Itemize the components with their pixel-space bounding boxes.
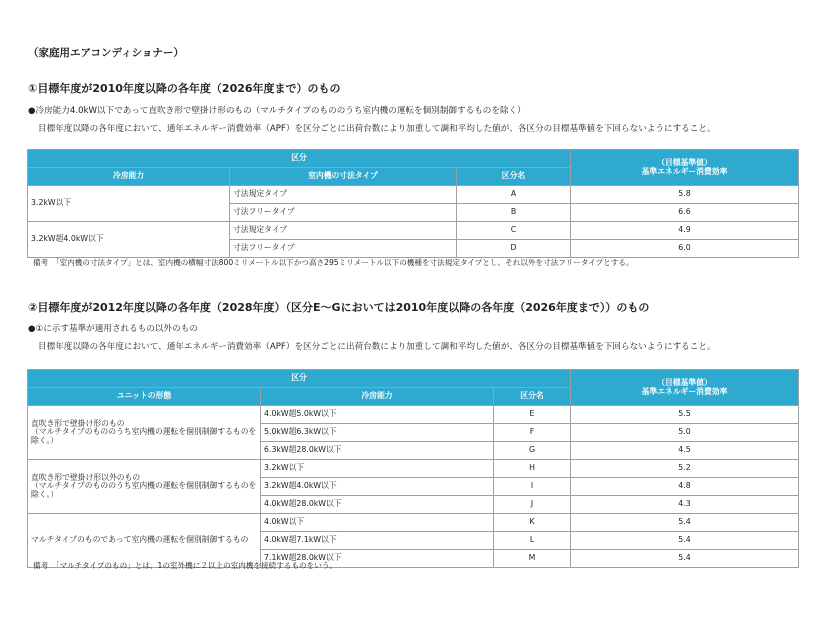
value-cell: 5.0 <box>571 424 799 442</box>
type-cell: 寸法規定タイプ <box>230 186 457 204</box>
capacity-cell: 4.0kW超5.0kW以下 <box>261 406 494 424</box>
capacity-cell: 7.1kW超28.0kW以下 <box>261 550 494 568</box>
section1-description: 目標年度以降の各年度において、通年エネルギー消費効率（APF）を区分ごとに出荷台数により加重して調和平均した値が、各区分の目標基準値を下回らないようにすること。 <box>38 124 716 134</box>
section1-bullet: ●冷房能力4.0kW以下であって直吹き形で壁掛け形のもの（マルチタイプのもののうち室内機の運転を個別制御するものを除く） <box>28 106 526 116</box>
category-cell: C <box>457 222 571 240</box>
value-cell: 4.8 <box>571 478 799 496</box>
capacity-cell: 4.0kW以下 <box>261 514 494 532</box>
value-cell: 4.5 <box>571 442 799 460</box>
category-cell: E <box>494 406 571 424</box>
section1-table <box>27 149 799 258</box>
capacity-cell: 6.3kW超28.0kW以下 <box>261 442 494 460</box>
category-cell: I <box>494 478 571 496</box>
category-cell: K <box>494 514 571 532</box>
unit-form-line: 直吹き形で壁掛け形のもの <box>31 418 125 428</box>
value-cell: 4.3 <box>571 496 799 514</box>
category-cell: A <box>457 186 571 204</box>
table-row <box>28 186 799 204</box>
category-cell: H <box>494 460 571 478</box>
unit-form-line: 直吹き形で壁掛け形以外のもの <box>31 472 141 482</box>
value-cell: 5.4 <box>571 514 799 532</box>
column-header: 区分名 <box>494 388 571 406</box>
capacity-cell: 3.2kW以下 <box>261 460 494 478</box>
section1-title: ①目標年度が2010年度以降の各年度（2026年度まで）のもの <box>28 82 341 95</box>
value-cell: 5.2 <box>571 460 799 478</box>
header-target <box>571 370 799 406</box>
table-header-row <box>28 150 799 168</box>
capacity-cell: 3.2kW超4.0kW以下 <box>28 222 230 258</box>
type-cell: 寸法フリータイプ <box>230 240 457 258</box>
section1-note: 備考 「室内機の寸法タイプ」とは、室内機の横幅寸法800ミリメートル以下かつ高さ295ミリメートル以下の機種を寸法規定タイプとし、それ以外を寸法フリータイプとする。 <box>33 258 634 267</box>
value-cell: 5.5 <box>571 406 799 424</box>
section2-table <box>27 369 799 568</box>
category-cell: J <box>494 496 571 514</box>
table-row <box>28 406 799 424</box>
category-cell: D <box>457 240 571 258</box>
category-cell: B <box>457 204 571 222</box>
capacity-cell: 3.2kW以下 <box>28 186 230 222</box>
column-header: 区分名 <box>457 168 571 186</box>
section2-title: ②目標年度が2012年度以降の各年度（2028年度）（区分E～Gにおいては2010年度以降の各年度（2026年度まで））のもの <box>28 301 650 314</box>
value-cell: 6.6 <box>571 204 799 222</box>
column-header: 冷房能力 <box>28 168 230 186</box>
capacity-cell: 3.2kW超4.0kW以下 <box>261 478 494 496</box>
column-header: 室内機の寸法タイプ <box>230 168 457 186</box>
capacity-cell: 4.0kW超7.1kW以下 <box>261 532 494 550</box>
table-row <box>28 514 799 532</box>
page-heading: （家庭用エアコンディショナー） <box>28 47 184 59</box>
table-header-row <box>28 370 799 388</box>
capacity-cell: 4.0kW超28.0kW以下 <box>261 496 494 514</box>
table-row <box>28 222 799 240</box>
header-target-line2: 基準エネルギー消費効率 <box>641 386 728 396</box>
value-cell: 5.8 <box>571 186 799 204</box>
unit-form-cell <box>28 406 261 460</box>
value-cell: 5.4 <box>571 550 799 568</box>
capacity-cell: 5.0kW超6.3kW以下 <box>261 424 494 442</box>
section2-description: 目標年度以降の各年度において、通年エネルギー消費効率（APF）を区分ごとに出荷台数により加重して調和平均した値が、各区分の目標基準値を下回らないようにすること。 <box>38 342 716 352</box>
column-header: 冷房能力 <box>261 388 494 406</box>
table-row <box>28 460 799 478</box>
type-cell: 寸法フリータイプ <box>230 204 457 222</box>
category-cell: L <box>494 532 571 550</box>
type-cell: 寸法規定タイプ <box>230 222 457 240</box>
header-target-line2: 基準エネルギー消費効率 <box>641 166 728 176</box>
category-cell: G <box>494 442 571 460</box>
column-header: ユニットの形態 <box>28 388 261 406</box>
value-cell: 4.9 <box>571 222 799 240</box>
section2-note: 備考 「マルチタイプのもの」とは、1の室外機に２以上の室内機を接続するものをいう。 <box>33 561 338 570</box>
header-target <box>571 150 799 186</box>
header-target-line1: （目標基準値） <box>657 377 712 387</box>
unit-form-cell <box>28 460 261 514</box>
header-group-label: 区分 <box>28 370 571 388</box>
header-group-label: 区分 <box>28 150 571 168</box>
unit-form-line: （マルチタイプのもののうち室内機の運転を個別制御するものを除く。） <box>31 427 257 445</box>
header-target-line1: （目標基準値） <box>657 157 712 167</box>
category-cell: M <box>494 550 571 568</box>
category-cell: F <box>494 424 571 442</box>
value-cell: 5.4 <box>571 532 799 550</box>
value-cell: 6.0 <box>571 240 799 258</box>
unit-form-line: （マルチタイプのもののうち室内機の運転を個別制御するものを除く。） <box>31 481 257 499</box>
unit-form-line: マルチタイプのものであって室内機の運転を個別制御するもの <box>31 535 249 545</box>
section2-bullet: ●①に示す基準が適用されるもの以外のもの <box>28 324 198 334</box>
